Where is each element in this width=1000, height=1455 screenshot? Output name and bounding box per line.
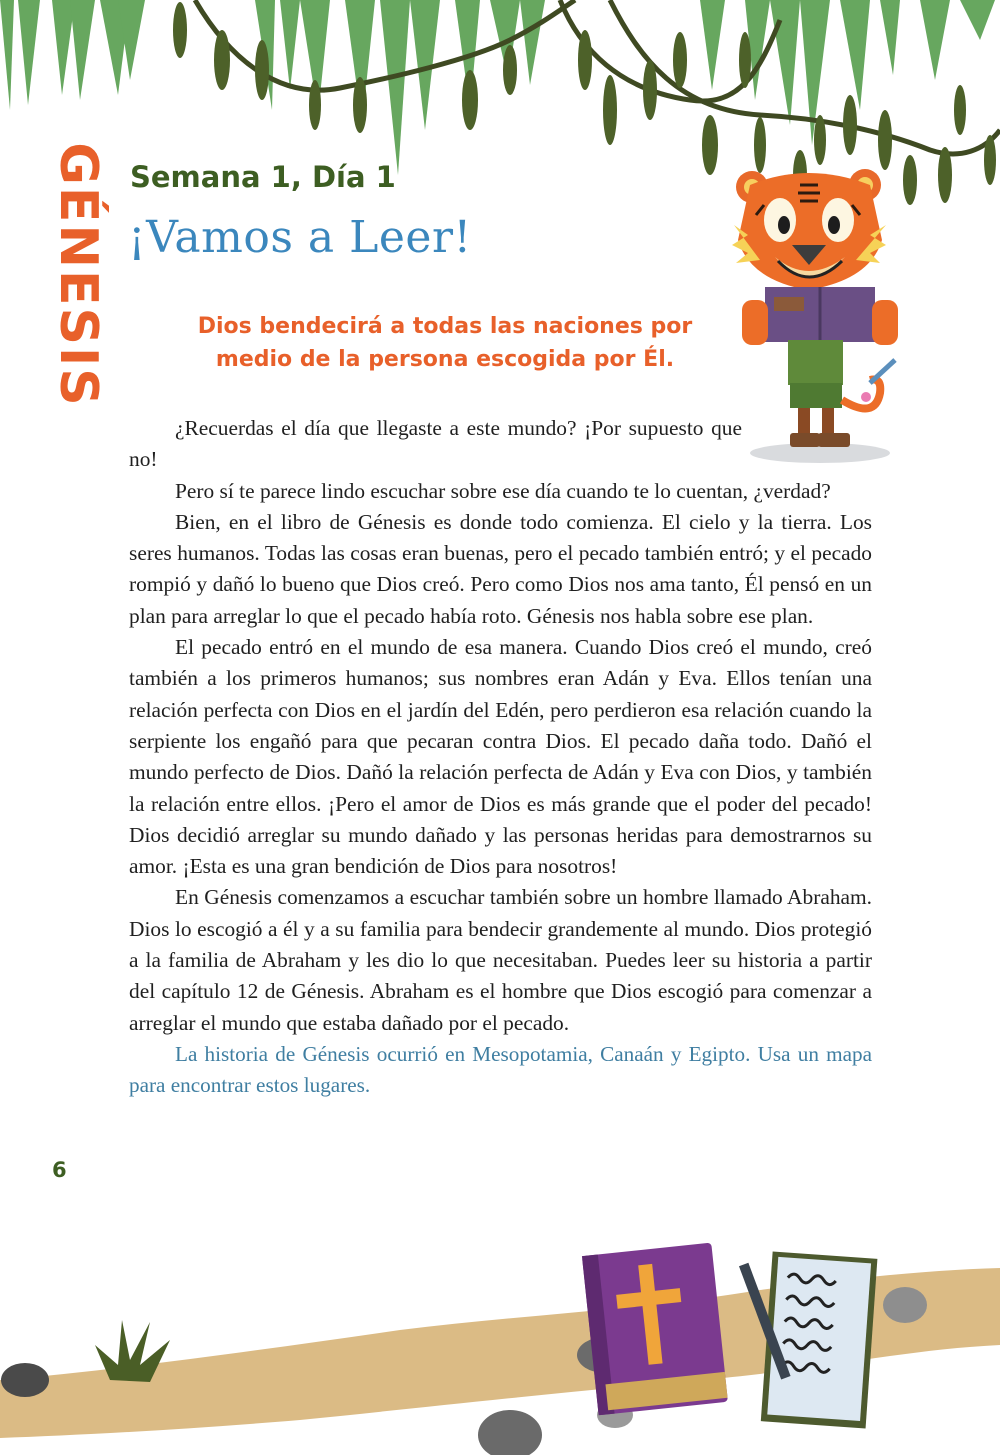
page-title: ¡Vamos a Leer!	[128, 212, 472, 263]
key-idea-line: medio de la persona escogida por Él.	[215, 347, 675, 372]
paragraph: Bien, en el libro de Génesis es donde todo comienza. El cielo y la tierra. Los seres humanos. Todas las cosas eran buenas, pero el pecado también entró; y el pecado rompió y dañó lo bueno que Dios creó. Pero como Dios nos ama tanto, Él pensó en un plan para arreglar lo que el pecado había roto. Génesis nos habla sobre ese plan.	[129, 509, 872, 628]
path-scene-illustration	[0, 1230, 1000, 1455]
purple-bible	[582, 1243, 728, 1416]
week-day-label: Semana 1, Día 1	[130, 160, 396, 194]
paragraph: Pero sí te parece lindo escuchar sobre ese día cuando te lo cuentan, ¿verdad?	[175, 478, 831, 503]
paragraph: En Génesis comenzamos a escuchar también sobre un hombre llamado Abraham. Dios lo escogió a él y a su familia para bendecir grandemente al mundo. Dios protegió a la familia de Abraham y les dio lo que necesitaban. Puedes leer su historia a partir del capítulo 12 de Génesis. Abraham es el hombre que Dios escogió para comenzar a arreglar el mundo que estaba dañado por el pecado.	[129, 885, 872, 1035]
paragraph: El pecado entró en el mundo de esa manera. Cuando Dios creó el mundo, creó también a los primeros humanos; sus nombres eran Adán y Eva. Ellos tenían una relación perfecta con Dios en el jardín del Edén, pero perdieron esa relación cuando la serpiente los engañó para que pecaran contra Dios. El pecado daña todo. Dañó el mundo perfecto de Dios. Dañó la relación perfecta de Adán y Eva con Dios, y también la relación entre ellos. ¡Pero el amor de Dios es más grande que el poder del pecado! Dios decidió arreglar su mundo dañado y las personas heridas para demostrarnos su amor. ¡Esta es una gran bendición de Dios para nosotros!	[129, 635, 872, 879]
key-idea	[150, 310, 740, 376]
key-idea-line: Dios bendecirá a todas las naciones por	[197, 314, 693, 339]
map-note: La historia de Génesis ocurrió en Mesopotamia, Canaán y Egipto. Usa un mapa para encontrar estos lugares.	[129, 1041, 872, 1098]
tiger-head	[732, 169, 886, 290]
book-label-text: GÉNESIS	[48, 142, 108, 408]
book-label-vertical	[48, 142, 108, 408]
paragraph: ¿Recuerdas el día que llegaste a este mundo? ¡Por supuesto que no!	[129, 416, 742, 472]
page-number: 6	[52, 1158, 67, 1182]
book-held	[742, 287, 898, 345]
body-text	[129, 413, 872, 1102]
